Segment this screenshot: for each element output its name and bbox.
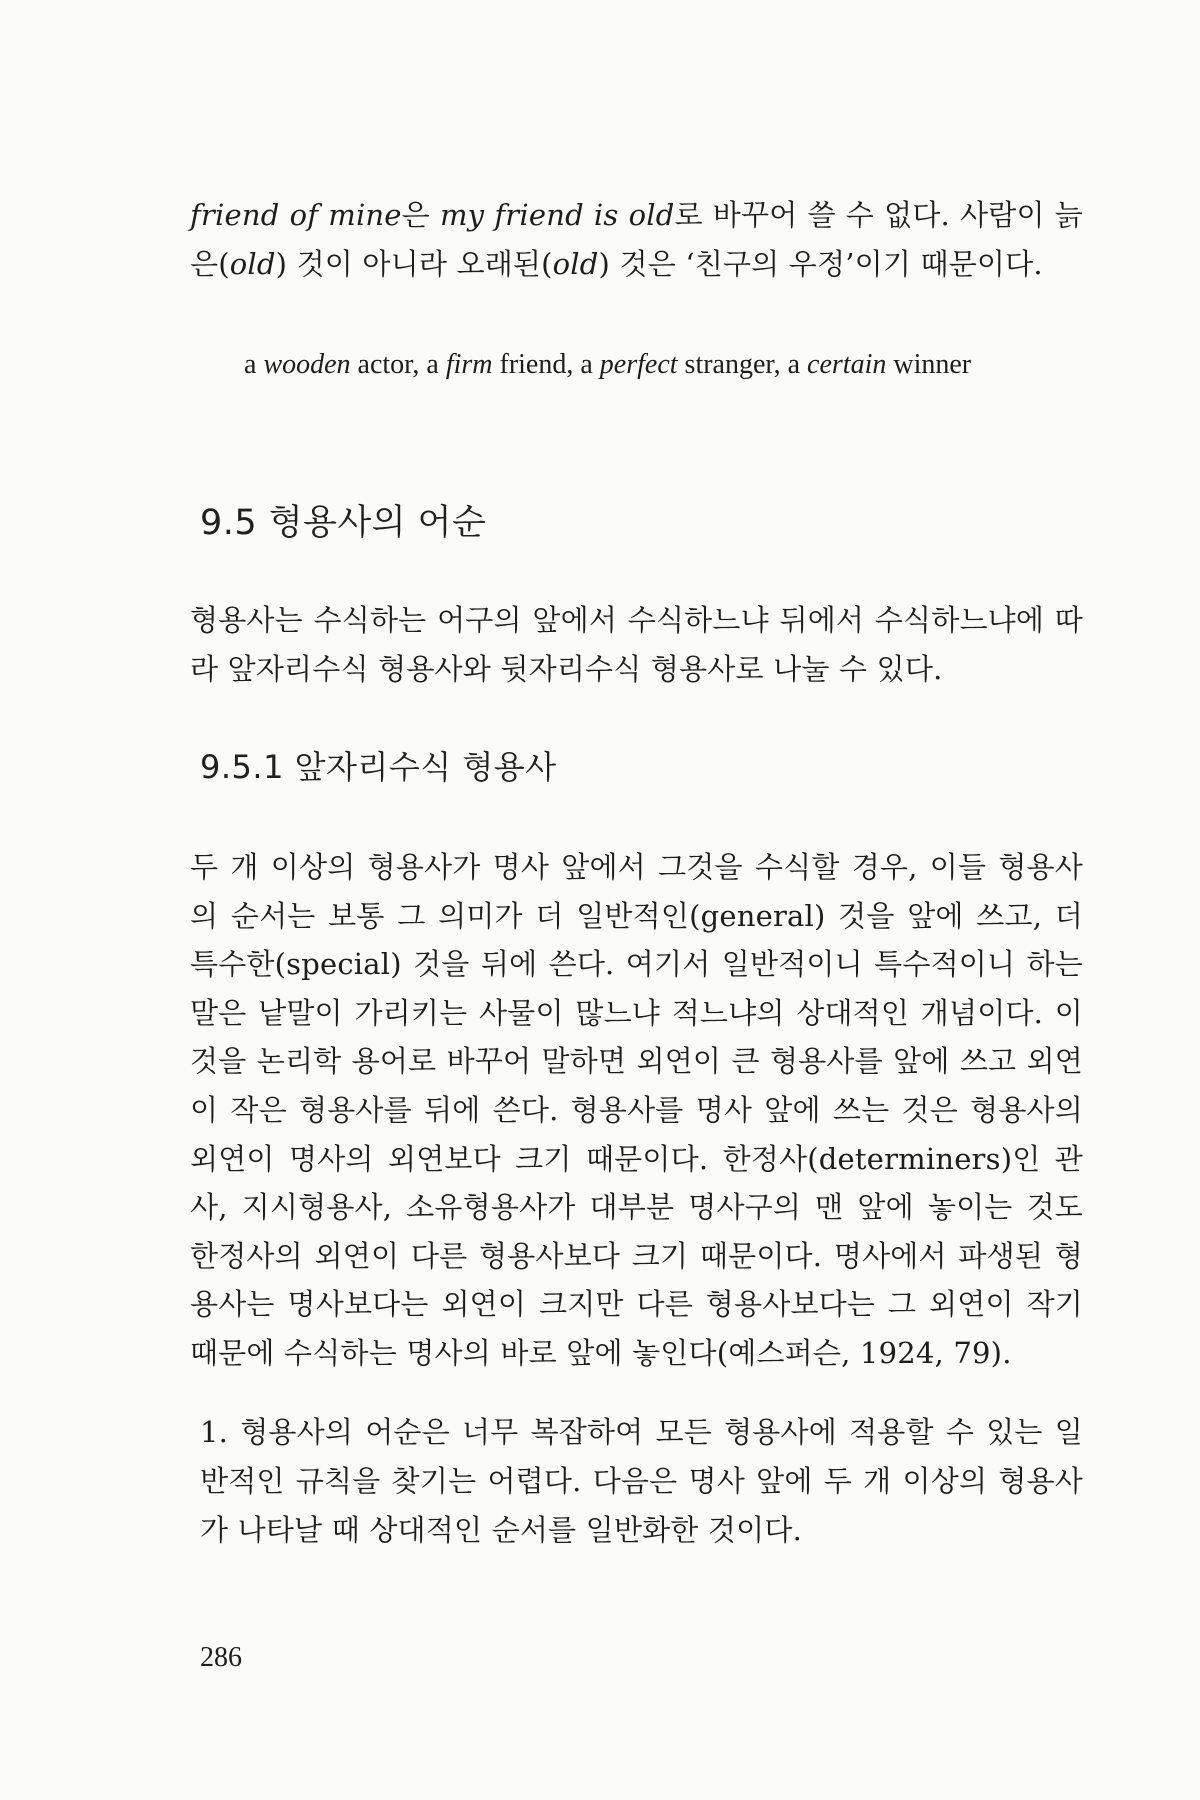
- section-9-5-1-paragraph: 두 개 이상의 형용사가 명사 앞에서 그것을 수식할 경우, 이들 형용사의 순서는 보통 그 의미가 더 일반적인(general) 것을 앞에 쓰고, 더 특수한(special) 것을 뒤에 쓴다. 여기서 일반적이니 특수적이니 하는 말은 낱말이 가리키는 사물이 많느냐 적느냐의 상대적인 개념이다. 이것을 논리학 용어로 바꾸어 말하면 외연이 큰 형용사를 앞에 쓰고 외연이 작은 형용사를 뒤에 쓴다. 형용사를 명사 앞에 쓰는 것은 형용사의 외연이 명사의 외연보다 크기 때문이다. 한정사(determiners)인 관사, 지시형용사, 소유형용사가 대부분 명사구의 맨 앞에 놓이는 것도 한정사의 외연이 다른 형용사보다 크기 때문이다. 명사에서 파생된 형용사는 명사보다는 외연이 크지만 다른 형용사보다는 그 외연이 작기 때문에 수식하는 명사의 바로 앞에 놓인다(예스퍼슨, 1924, 79).: [190, 850, 1083, 1370]
- intro-text-2: 로 바꾸어 쓸 수 없다. 사람이 늙은(: [190, 198, 1083, 281]
- example-phrases: [244, 345, 1054, 385]
- phrase-my-friend-is-old: my friend is old: [439, 198, 675, 232]
- intro-text-4: ) 것은 ‘친구의 우정’이기 때문이다.: [598, 247, 1043, 281]
- numbered-item-1: 1. 형용사의 어순은 너무 복잡하여 모든 형용사에 적용할 수 있는 일반적인 규칙을 찾기는 어렵다. 다음은 명사 앞에 두 개 이상의 형용사가 나타날 때 상대적인 순서를 일반화한 것이다.: [200, 1415, 1083, 1547]
- phrase-friend-of-mine: friend of mine: [190, 198, 402, 232]
- page-number: 286: [200, 1642, 242, 1673]
- example-word-firm: firm: [445, 349, 493, 380]
- word-old-first: old: [229, 247, 276, 281]
- intro-paragraph: [190, 191, 1083, 289]
- section-9-5-heading: 9.5 형용사의 어순: [200, 503, 487, 543]
- example-word-perfect: perfect: [599, 349, 678, 380]
- intro-text-3: ) 것이 아니라 오래된(: [275, 247, 553, 281]
- intro-text-1: 은: [401, 198, 440, 232]
- example-text-2: actor, a: [350, 349, 446, 380]
- section-9-5-1-heading: 9.5.1 앞자리수식 형용사: [200, 748, 557, 786]
- example-text-5: winner: [886, 349, 972, 380]
- word-old-second: old: [552, 247, 599, 281]
- example-word-wooden: wooden: [263, 349, 351, 380]
- example-text-3: friend, a: [492, 349, 600, 380]
- example-text-1: a: [244, 349, 264, 380]
- example-word-certain: certain: [807, 349, 887, 380]
- example-text-4: stranger, a: [677, 349, 808, 380]
- section-9-5-paragraph: 형용사는 수식하는 어구의 앞에서 수식하느냐 뒤에서 수식하느냐에 따라 앞자리수식 형용사와 뒷자리수식 형용사로 나눌 수 있다.: [190, 603, 1083, 686]
